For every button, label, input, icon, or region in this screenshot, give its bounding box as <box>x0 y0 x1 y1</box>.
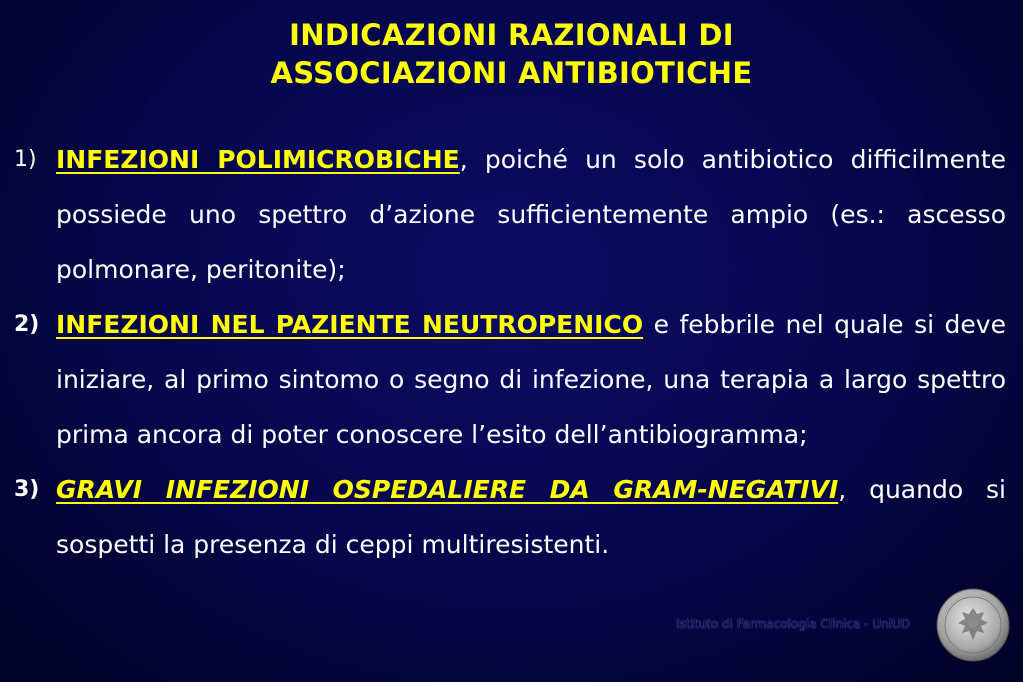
title-line-2: ASSOCIAZIONI ANTIBIOTICHE <box>270 56 753 90</box>
item-number-3: 3) <box>14 477 40 502</box>
list-item-2 <box>14 297 1006 462</box>
item-text-2: e febbrile nel quale si deve iniziare, al primo sintomo o segno di infezione, una terapia a largo spettro prima ancora di poter conoscere l’esito dell’antibiogramma; <box>56 310 1006 449</box>
slide-title <box>0 16 1023 92</box>
list-item-1 <box>14 132 1006 297</box>
item-text-3: , quando si sospetti la presenza di ceppi multiresistenti. <box>56 475 1006 559</box>
list-item-3 <box>14 462 1006 572</box>
item-number-2: 2) <box>14 312 40 337</box>
item-text-1: , poiché un solo antibiotico difficilmente possiede uno spettro d’azione sufficientemente ampio (es.: ascesso polmonare, peritonite); <box>56 145 1006 284</box>
indication-list <box>14 132 1006 572</box>
university-seal-icon <box>936 588 1010 662</box>
item-highlight-1: INFEZIONI POLIMICROBICHE <box>56 145 460 174</box>
item-highlight-3: GRAVI INFEZIONI OSPEDALIERE DA GRAM-NEGATIVI <box>56 475 839 504</box>
footer-institution: Istituto di Farmacologia Clinica - UniUD <box>676 617 911 631</box>
item-highlight-2: INFEZIONI NEL PAZIENTE NEUTROPENICO <box>56 310 644 339</box>
item-number-1: 1) <box>14 147 37 172</box>
title-line-1: INDICAZIONI RAZIONALI DI <box>289 18 734 52</box>
